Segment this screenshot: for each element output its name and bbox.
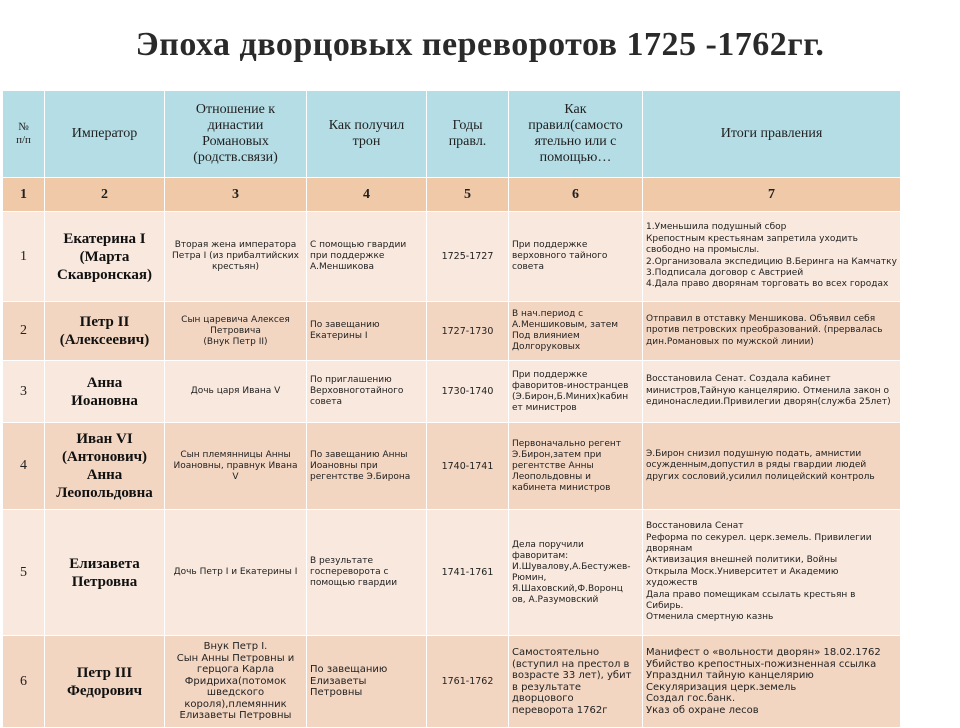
reign-results — [643, 510, 901, 636]
dynasty-relation-line: Дочь Петр I и Екатерины I — [173, 567, 298, 577]
how-ruled-line: фаворитам: — [512, 550, 569, 561]
emperor-name — [45, 212, 165, 302]
how-throne-line: В результате — [310, 556, 373, 566]
reign-results-line: министров,Тайную канцелярию. Отменила закон о — [646, 385, 889, 396]
reign-results-line: Активизация внешней политики, Войны — [646, 555, 838, 566]
table-row — [3, 212, 901, 302]
how-ruled-line: Первоначально регент — [512, 438, 622, 449]
dynasty-relation-line: короля),племянник — [184, 698, 287, 710]
reign-results-line: 2.Организовала экспедицию В.Беринга на Камчатку — [646, 256, 897, 267]
reign-results-line: Отменила смертную казнь — [646, 612, 774, 623]
how-throne-line: Петровны — [310, 687, 363, 699]
reign-results — [643, 636, 901, 728]
how-ruled — [509, 636, 643, 728]
reign-results-line: свободно на промыслы. — [646, 245, 760, 256]
dynasty-relation-line: Иоановны, правнук Ивана — [173, 460, 298, 471]
how-throne-line: Елизаветы — [310, 675, 367, 687]
how-ruled-line: Э.Бирон,затем при — [512, 449, 602, 460]
page-title: Эпоха дворцовых переворотов 1725 -1762гг. — [135, 26, 825, 63]
col-number: 1 — [3, 178, 45, 212]
emperor-name-line: (Антонович) — [61, 449, 148, 465]
how-ruled — [509, 361, 643, 423]
row-number: 1 — [3, 212, 45, 302]
reign-years: 1727-1730 — [427, 302, 509, 361]
col-number: 7 — [643, 178, 901, 212]
reign-years: 1730-1740 — [427, 361, 509, 423]
how-ruled-line: ов, А.Разумовский — [512, 594, 599, 605]
col-number: 3 — [165, 178, 307, 212]
emperor-name — [45, 361, 165, 423]
emperor-name-line: Петр III — [76, 664, 133, 681]
dynasty-relation-line: Вторая жена императора — [174, 240, 297, 250]
how-ruled — [509, 302, 643, 361]
emperor-name-line: Анна — [86, 374, 123, 391]
reign-results-line: 1.Уменьшила подушный сбор — [646, 222, 787, 233]
reign-results-line: Дала право помещикам ссылать крестьян в — [646, 589, 856, 600]
how-throne-line: По приглашению — [310, 375, 392, 385]
dynasty-relation-line: Елизаветы Петровны — [179, 710, 292, 722]
reign-years: 1761-1762 — [427, 636, 509, 728]
row-number: 4 — [3, 423, 45, 510]
how-ruled-line: А.Меншиковым, затем — [512, 320, 619, 330]
reign-results-line: 4.Дала право дворянам торговать во всех городах — [646, 279, 889, 290]
how-ruled-line: В нач.период с — [512, 309, 584, 319]
how-throne — [307, 510, 427, 636]
how-throne-line: совета — [310, 397, 343, 407]
column-number-row — [3, 178, 901, 212]
how-ruled-line: переворота 1762г — [512, 704, 608, 716]
header-results: Итоги правления — [643, 91, 901, 178]
reign-results-line: 3.Подписала договор с Австрией — [646, 267, 804, 278]
emperor-name-line: Петр II — [79, 314, 130, 330]
how-ruled — [509, 510, 643, 636]
dynasty-relation — [165, 361, 307, 423]
header-emperor: Император — [45, 91, 165, 178]
emperor-name-line: Петровна — [71, 573, 138, 590]
how-ruled-line: Под влиянием — [512, 331, 580, 341]
how-ruled-line: Рюмин, — [512, 572, 547, 583]
reign-results-line: против петровских преобразований. (прервалась — [646, 325, 883, 336]
how-ruled-line: Леопольдовны и — [512, 471, 591, 482]
how-ruled-line: возрасте 33 лет), убит — [512, 670, 632, 681]
col-number: 6 — [509, 178, 643, 212]
reign-results-line: Упразднил тайную канцелярию — [646, 670, 814, 681]
reign-years: 1740-1741 — [427, 423, 509, 510]
col-number: 4 — [307, 178, 427, 212]
how-ruled-line: кабинета министров — [512, 482, 611, 493]
dynasty-relation-line: Сын Анны Петровны и — [176, 652, 295, 664]
how-throne — [307, 636, 427, 728]
table-row — [3, 302, 901, 361]
dynasty-relation-line: Фридриха(потомок — [184, 675, 287, 687]
dynasty-relation-line: герцога Карла — [196, 664, 275, 676]
reign-results — [643, 423, 901, 510]
how-ruled-line: фаворитов-иностранцев — [512, 380, 629, 391]
reign-results — [643, 302, 901, 361]
reign-results-line: Крепостным крестьянам запретила уходить — [646, 233, 858, 244]
dynasty-relation-line: Петра I (из прибалтийских — [172, 251, 299, 261]
dynasty-relation-line: крестьян) — [212, 262, 259, 272]
how-ruled-line: верховного тайного — [512, 251, 608, 261]
reign-results-line: Убийство крепостных-пожизненная ссылка — [646, 658, 877, 670]
dynasty-relation-line: (Внук Петр II) — [203, 336, 268, 347]
reign-results-line: Открыла Моск.Университет и Академию — [646, 566, 839, 577]
dynasty-relation-line: Петровича — [210, 325, 261, 336]
emperor-name — [45, 423, 165, 510]
reign-results-line: дворянам — [646, 543, 693, 554]
header-years: Годы правл. — [427, 91, 509, 178]
emperor-name — [45, 636, 165, 728]
how-ruled-line: ет министров — [512, 402, 577, 413]
how-ruled-line: Долгоруковых — [512, 342, 581, 352]
how-throne-line: Екатерины I — [310, 331, 368, 341]
how-ruled-line: При поддержке — [512, 369, 588, 380]
rulers-table — [2, 90, 901, 728]
how-ruled — [509, 212, 643, 302]
how-ruled-line: дворцового — [512, 693, 574, 704]
reign-results-line: Отправил в отставку Меншикова. Объявил себя — [646, 313, 876, 324]
how-ruled-line: (вступил на престол в — [512, 658, 630, 670]
emperor-name-line: Елизавета — [69, 555, 140, 572]
emperor-name-line: Екатерина I — [63, 230, 146, 247]
how-ruled-line: регентстве Анны — [512, 460, 594, 471]
dynasty-relation-line: Сын племянницы Анны — [180, 449, 291, 460]
reign-results — [643, 361, 901, 423]
reign-results-line: художеств — [646, 578, 698, 589]
reign-results — [643, 212, 901, 302]
reign-results-line: других сословий,усилил полицейский контроль — [646, 471, 875, 482]
reign-results-line: единонаследии.Привилегии дворян(служба 25лет) — [646, 397, 891, 408]
emperor-name-line: Иоановна — [71, 392, 138, 409]
reign-results-line: Указ об охране лесов — [646, 704, 759, 716]
how-throne-line: По завещанию Анны — [310, 449, 408, 460]
how-throne-line: при поддержке — [310, 251, 385, 261]
table-body — [3, 212, 901, 728]
table-header-row — [3, 91, 901, 178]
emperor-name-line: Федорович — [66, 682, 143, 699]
how-throne-line: С помощью гвардии — [310, 240, 407, 250]
how-ruled-line: И.Шувалову,А.Бестужев- — [512, 561, 631, 572]
reign-results-line: Реформа по секурел. церк.земель. Привилегии — [646, 532, 872, 543]
how-throne-line: госпереворота с — [310, 567, 389, 577]
how-throne-line: Иоановны при — [310, 460, 378, 471]
col-number: 5 — [427, 178, 509, 212]
how-throne — [307, 423, 427, 510]
how-ruled-line: совета — [512, 262, 545, 272]
how-ruled-line: Я.Шаховский,Ф.Воронц — [512, 583, 623, 594]
header-relation: Отношение к династии Романовых (родств.связи) — [165, 91, 307, 178]
reign-results-line: Э.Бирон снизил подушную подать, амнистии — [646, 448, 862, 459]
how-throne-line: По завещанию — [310, 664, 388, 676]
dynasty-relation — [165, 636, 307, 728]
reign-results-line: Секуляризация церк.земель — [646, 681, 797, 693]
row-number: 3 — [3, 361, 45, 423]
how-throne — [307, 361, 427, 423]
row-number: 6 — [3, 636, 45, 728]
reign-results-line: Создал гос.банк. — [646, 693, 736, 704]
emperor-name-line: Иван VI — [76, 431, 133, 447]
how-throne — [307, 302, 427, 361]
how-throne-line: Верховноготайного — [310, 386, 404, 396]
row-number: 5 — [3, 510, 45, 636]
how-ruled-line: Самостоятельно — [512, 647, 600, 658]
how-throne-line: помощью гвардии — [310, 578, 398, 588]
header-how-throne: Как получил трон — [307, 91, 427, 178]
dynasty-relation-line: шведского — [206, 687, 265, 699]
dynasty-relation — [165, 510, 307, 636]
table-row — [3, 510, 901, 636]
col-number: 2 — [45, 178, 165, 212]
dynasty-relation-line: Сын царевича Алексея — [181, 314, 290, 325]
reign-results-line: дин.Романовых по мужской линии) — [646, 336, 814, 347]
emperor-name-line: Анна — [86, 467, 123, 483]
row-number: 2 — [3, 302, 45, 361]
how-ruled-line: Дела поручили — [512, 539, 584, 550]
dynasty-relation-line: V — [232, 471, 239, 482]
reign-results-line: осужденным,допустил в ряды гвардии людей — [646, 460, 867, 471]
emperor-name — [45, 302, 165, 361]
how-throne — [307, 212, 427, 302]
dynasty-relation — [165, 302, 307, 361]
how-ruled — [509, 423, 643, 510]
dynasty-relation-line: Дочь царя Ивана V — [190, 386, 281, 396]
emperor-name-line: Леопольдовна — [56, 485, 153, 501]
emperor-name-line: Скавронская) — [56, 266, 153, 283]
how-ruled-line: в результате — [512, 681, 582, 693]
table-row — [3, 361, 901, 423]
dynasty-relation — [165, 212, 307, 302]
reign-results-line: Манифест о «вольности дворян» 18.02.1762 — [646, 647, 881, 658]
how-throne-line: По завещанию — [310, 320, 380, 330]
reign-years: 1741-1761 — [427, 510, 509, 636]
how-throne-line: регентстве Э.Бирона — [310, 471, 411, 482]
dynasty-relation-line: Внук Петр I. — [203, 641, 268, 653]
emperor-name — [45, 510, 165, 636]
table-row — [3, 636, 901, 728]
dynasty-relation — [165, 423, 307, 510]
emperor-name-line: (Алексеевич) — [59, 332, 150, 348]
emperor-name-line: (Марта — [79, 248, 130, 265]
how-throne-line: А.Меншикова — [310, 262, 375, 272]
reign-years: 1725-1727 — [427, 212, 509, 302]
how-ruled-line: При поддержке — [512, 240, 588, 250]
reign-results-line: Сибирь. — [646, 601, 684, 612]
header-how-ruled: Как правил(самосто ятельно или с помощью… — [509, 91, 643, 178]
table-row — [3, 423, 901, 510]
reign-results-line: Восстановила Сенат. Создала кабинет — [646, 374, 831, 385]
header-num: № п/п — [3, 91, 45, 178]
reign-results-line: Восстановила Сенат — [646, 521, 744, 532]
how-ruled-line: (Э.Бирон,Б.Миних)кабин — [512, 391, 629, 402]
